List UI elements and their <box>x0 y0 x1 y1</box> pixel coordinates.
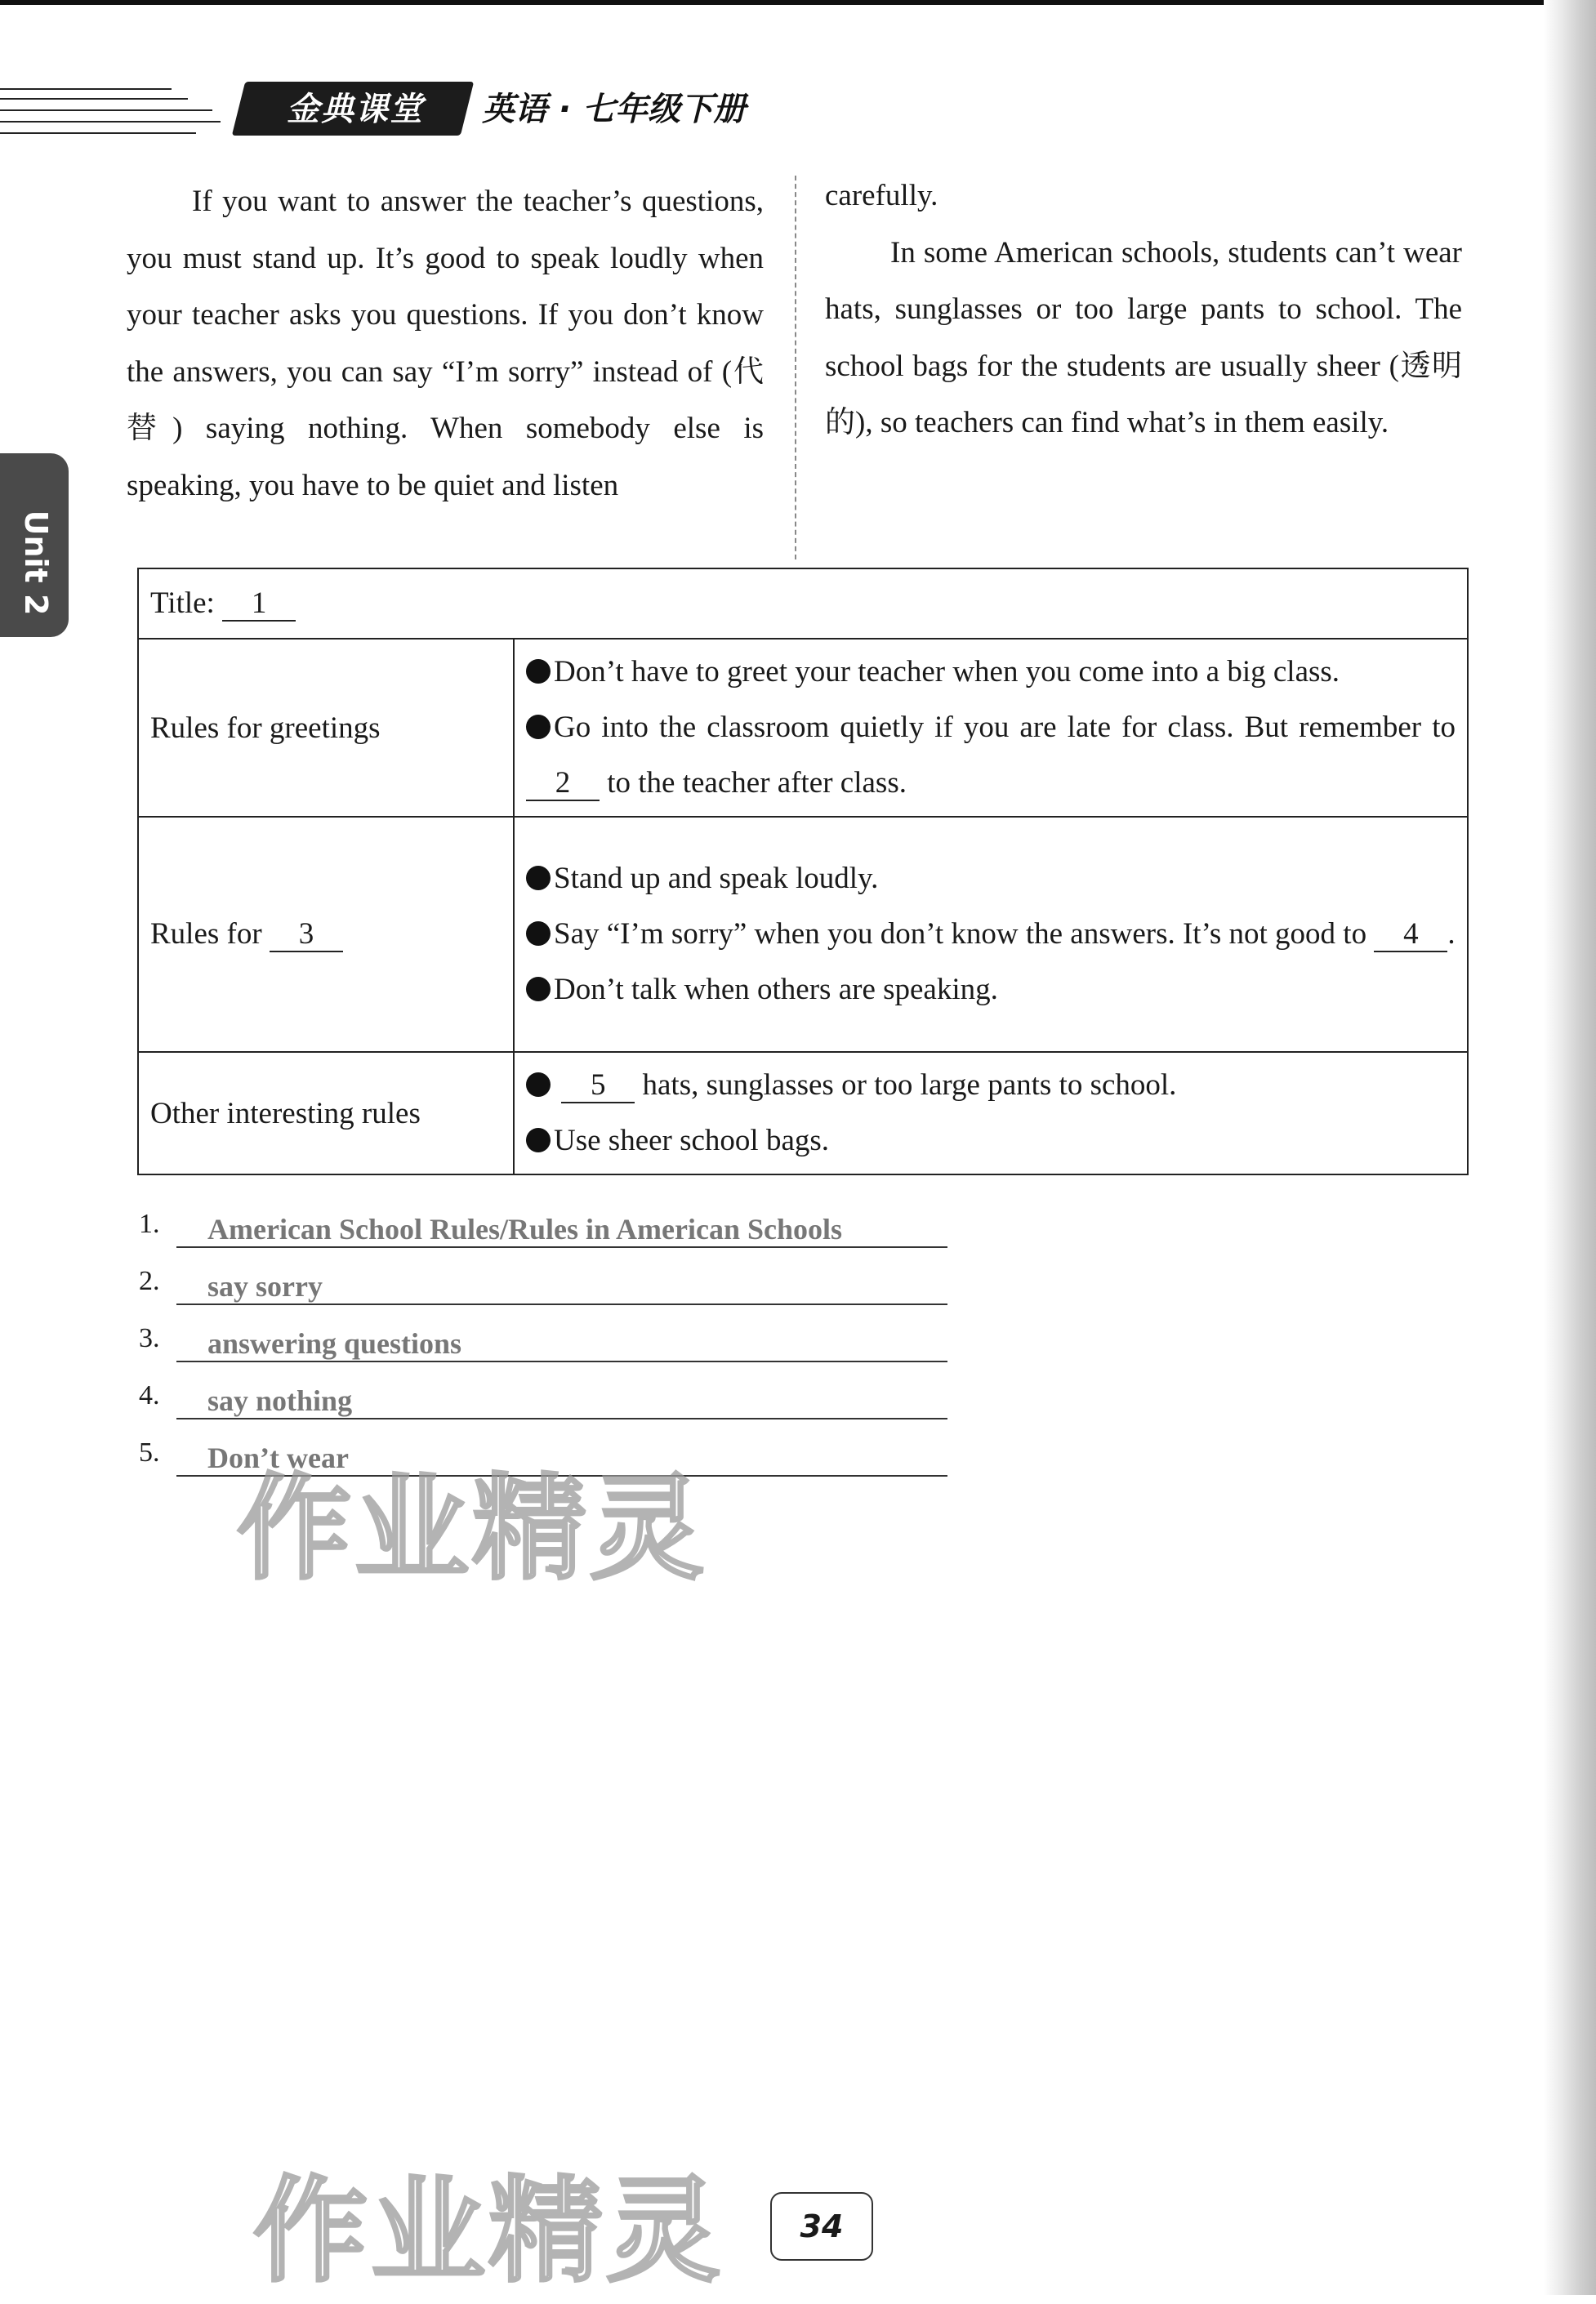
answer-text: answering questions <box>207 1327 462 1360</box>
answer-text: American School Rules/Rules in American Schools <box>207 1213 843 1246</box>
answer-line <box>176 1246 947 1248</box>
rule-item: Go into the classroom quietly if you are late for class. But remember to 2 to the teacher after class. <box>526 700 1456 811</box>
column-divider <box>795 176 796 559</box>
bullet-icon <box>526 866 551 890</box>
row-label-rules-for: Rules for 3 <box>138 817 514 1052</box>
passage-left-column <box>127 173 764 514</box>
passage-right-column <box>825 167 1462 452</box>
unit-tab-label: Unit 2 <box>18 510 54 616</box>
bullet-icon <box>526 921 551 946</box>
answer-text: Don’t wear <box>207 1442 349 1474</box>
answer-line <box>176 1304 947 1305</box>
answer-row: 1. American School Rules/Rules in American Schools <box>139 1201 956 1258</box>
watermark: 作业精灵 <box>253 2165 724 2298</box>
page-number: 34 <box>770 2192 873 2261</box>
rule-item: 5 hats, sunglasses or too large pants to school. <box>526 1058 1456 1113</box>
bullet-icon <box>526 1072 551 1097</box>
blank-4: 4 <box>1374 918 1447 952</box>
passage-continuation: carefully. <box>825 179 938 212</box>
bullet-icon <box>526 659 551 684</box>
header-decoration-lines <box>0 82 245 139</box>
answer-row: 3. answering questions <box>139 1315 956 1372</box>
brand-title: 金典课堂 <box>287 91 424 128</box>
blank-1: 1 <box>222 587 296 622</box>
answer-row: 2. say sorry <box>139 1258 956 1315</box>
rules-table <box>137 568 1469 1175</box>
blank-2: 2 <box>526 767 600 801</box>
row-content-greetings <box>514 639 1468 817</box>
rule-item: Stand up and speak loudly. <box>526 851 1456 907</box>
answer-line <box>176 1361 947 1362</box>
passage-paragraph: If you want to answer the teacher’s questions, you must stand up. It’s good to speak loudly when your teacher asks you questions. If you don’t know the answers, you can say “I’m sorry” instead of (代替) saying nothing. When somebody else is speaking, you have to be quiet and listen <box>127 185 764 502</box>
watermark: 作业精灵 <box>237 1463 708 1596</box>
bullet-icon <box>526 715 551 739</box>
rule-item: Don’t talk when others are speaking. <box>526 962 1456 1018</box>
passage-paragraph: In some American schools, students can’t wear hats, sunglasses or too large pants to school. The school bags for the students are usually sheer (透明的), so teachers can find what’s in them easily. <box>825 235 1462 439</box>
answer-text: say nothing <box>207 1384 353 1417</box>
blank-5: 5 <box>561 1069 635 1103</box>
blank-3: 3 <box>270 918 343 952</box>
unit-side-tab <box>0 453 69 637</box>
rule-item: Say “I’m sorry” when you don’t know the answers. It’s not good to 4 . <box>526 907 1456 962</box>
row-label-other-rules: Other interesting rules <box>138 1052 514 1174</box>
answer-row: 4. say nothing <box>139 1372 956 1429</box>
subject-title: 英语 · 七年级下册 <box>482 91 747 128</box>
title-label: Title: <box>150 586 215 620</box>
rule-item: Don’t have to greet your teacher when you come into a big class. <box>526 644 1456 700</box>
answer-text: say sorry <box>207 1270 323 1303</box>
answer-row: 5. Don’t wear <box>139 1429 956 1486</box>
rule-item: Use sheer school bags. <box>526 1113 1456 1169</box>
bullet-icon <box>526 977 551 1001</box>
bullet-icon <box>526 1128 551 1152</box>
table-title-cell <box>138 568 1468 639</box>
row-content-answering <box>514 817 1468 1052</box>
row-label-greetings: Rules for greetings <box>138 639 514 817</box>
top-rule <box>0 0 1544 5</box>
book-spine-shadow <box>1544 0 1596 2295</box>
row-content-other-rules <box>514 1052 1468 1174</box>
answer-line <box>176 1418 947 1419</box>
